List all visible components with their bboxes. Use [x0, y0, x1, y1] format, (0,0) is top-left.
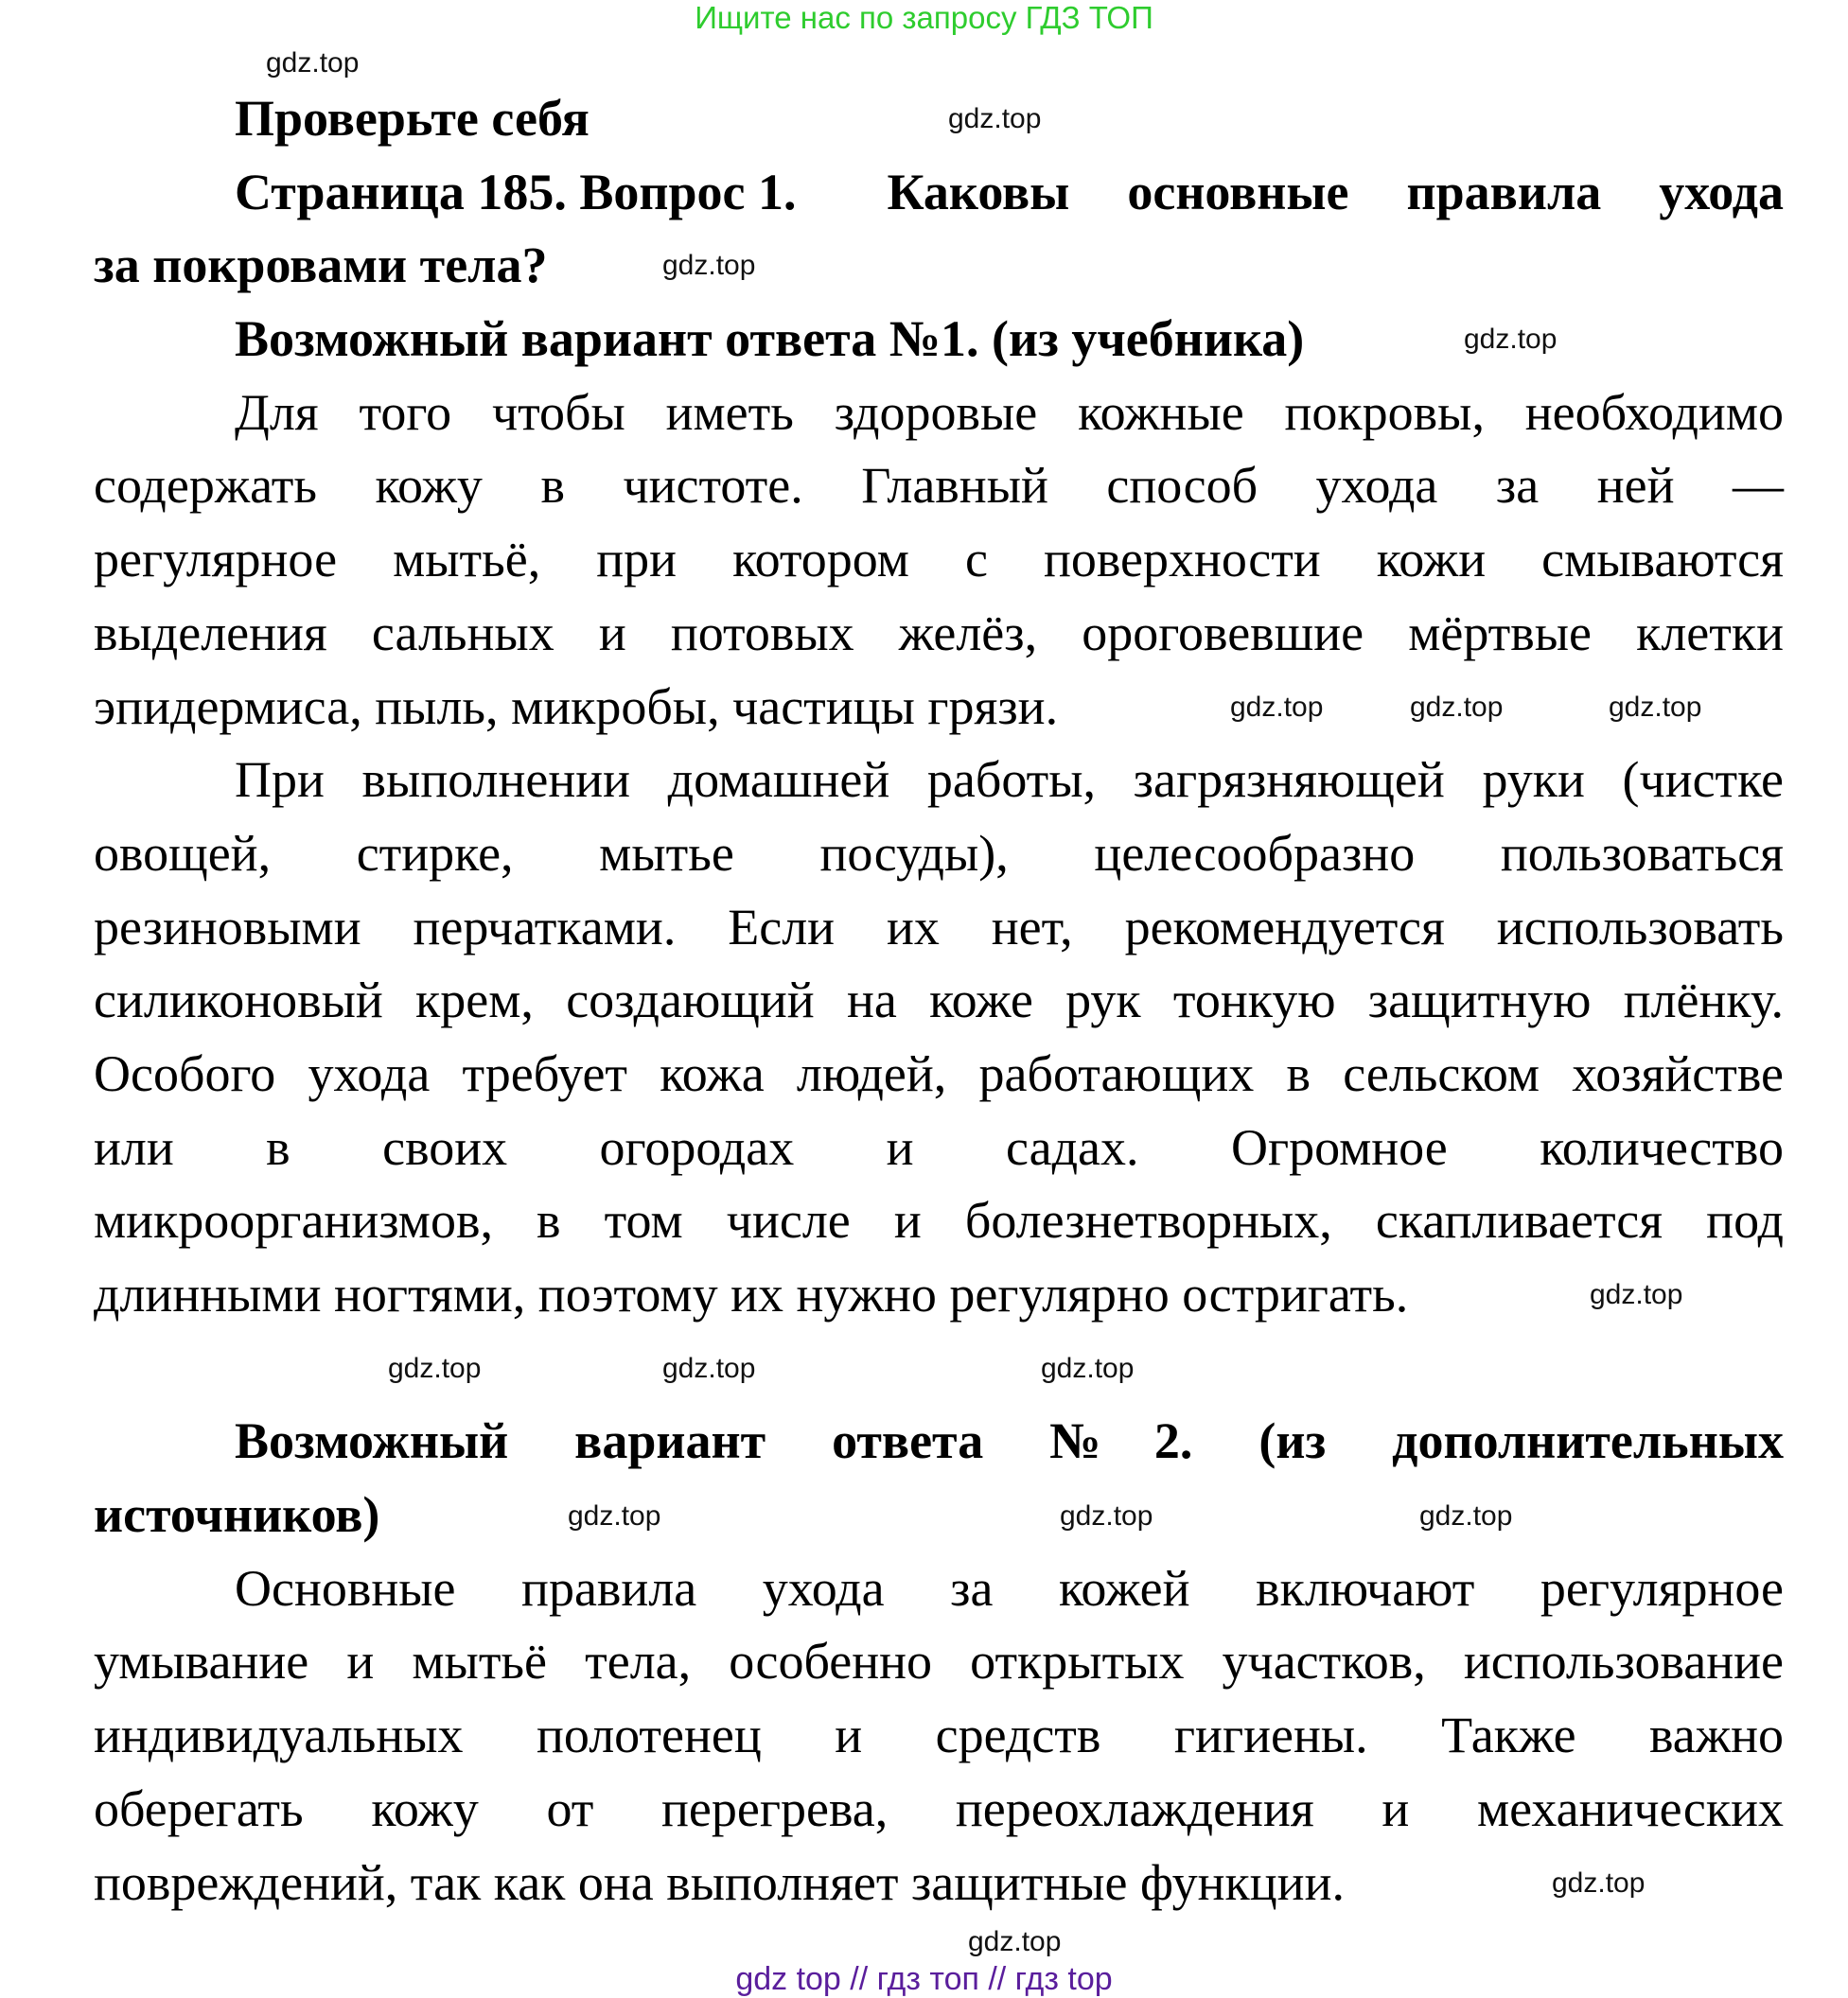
watermark: gdz.top	[1041, 1353, 1135, 1384]
section-title: Проверьте себя	[235, 90, 590, 147]
watermark: gdz.top	[1060, 1500, 1153, 1532]
watermark: gdz.top	[1410, 692, 1504, 723]
watermark: gdz.top	[1590, 1279, 1683, 1310]
question-label: Страница 185. Вопрос 1.	[235, 163, 797, 220]
watermark: gdz.top	[968, 1926, 1062, 1957]
paragraph-line: Основные правила ухода за кожей включают регулярное	[235, 1559, 1784, 1617]
answer-1-body	[94, 377, 1784, 1332]
spacer	[94, 1332, 1784, 1406]
paragraph-line: овощей, стирке, мытье посуды), целесообразно пользоваться	[94, 824, 1784, 882]
watermark: gdz.top	[1609, 692, 1702, 723]
paragraph-line: умывание и мытьё тела, особенно открытых участков, использование	[94, 1633, 1784, 1691]
paragraph-line: или в своих огородах и садах. Огромное количество	[94, 1118, 1784, 1176]
watermark: gdz.top	[388, 1353, 482, 1384]
answer-2-heading: источников)	[94, 1486, 380, 1544]
paragraph-line: резиновыми перчатками. Если их нет, рекомендуется использовать	[94, 898, 1784, 955]
paragraph-line: длинными ногтями, поэтому их нужно регулярно остригать.	[94, 1266, 1409, 1323]
question-text: за покровами тела?	[94, 237, 548, 294]
paragraph-line: содержать кожу в чистоте. Главный способ ухода за ней —	[94, 457, 1784, 515]
paragraph-line: регулярное мытьё, при котором с поверхности кожи смываются	[94, 531, 1784, 588]
watermark: gdz.top	[568, 1500, 661, 1532]
watermark: gdz.top	[1230, 692, 1324, 723]
top-banner: Ищите нас по запросу ГДЗ ТОП	[695, 0, 1153, 35]
watermark: gdz.top	[266, 47, 360, 79]
paragraph-line: микроорганизмов, в том числе и болезнетворных, скапливается под	[94, 1192, 1784, 1250]
paragraph-line: силиконовый крем, создающий на коже рук тонкую защитную плёнку.	[94, 972, 1784, 1029]
paragraph-line: Особого ухода требует кожа людей, работающих в сельском хозяйстве	[94, 1044, 1784, 1102]
watermark: gdz.top	[1464, 324, 1558, 355]
answer-2-body	[94, 1552, 1784, 1919]
paragraph-line: оберегать кожу от перегрева, переохлаждения и механических	[94, 1779, 1784, 1837]
question-text: Каковы основные правила ухода	[887, 163, 1784, 220]
paragraph-line: эпидермиса, пыль, микробы, частицы грязи.	[94, 677, 1059, 735]
watermark: gdz.top	[662, 250, 756, 281]
paragraph-line: индивидуальных полотенец и средств гигиены. Также важно	[94, 1707, 1784, 1764]
bottom-banner[interactable]: gdz top // гдз топ // гдз top	[735, 1961, 1113, 1997]
answer-2-heading: Возможный вариант ответа №2. (из дополнительных	[235, 1412, 1784, 1470]
watermark: gdz.top	[662, 1353, 756, 1384]
paragraph-line: При выполнении домашней работы, загрязняющей руки (чистке	[235, 751, 1784, 809]
watermark: gdz.top	[948, 103, 1042, 134]
paragraph-line: Для того чтобы иметь здоровые кожные покровы, необходимо	[235, 383, 1784, 441]
document-content	[94, 82, 1784, 1919]
paragraph-line: выделения сальных и потовых желёз, ороговевшие мёртвые клетки	[94, 604, 1784, 661]
watermark: gdz.top	[1552, 1867, 1646, 1899]
answer-1-heading: Возможный вариант ответа №1. (из учебника)	[235, 310, 1305, 368]
paragraph-line: повреждений, так как она выполняет защитные функции.	[94, 1853, 1345, 1911]
question-line	[94, 156, 1784, 230]
watermark: gdz.top	[1419, 1500, 1513, 1532]
